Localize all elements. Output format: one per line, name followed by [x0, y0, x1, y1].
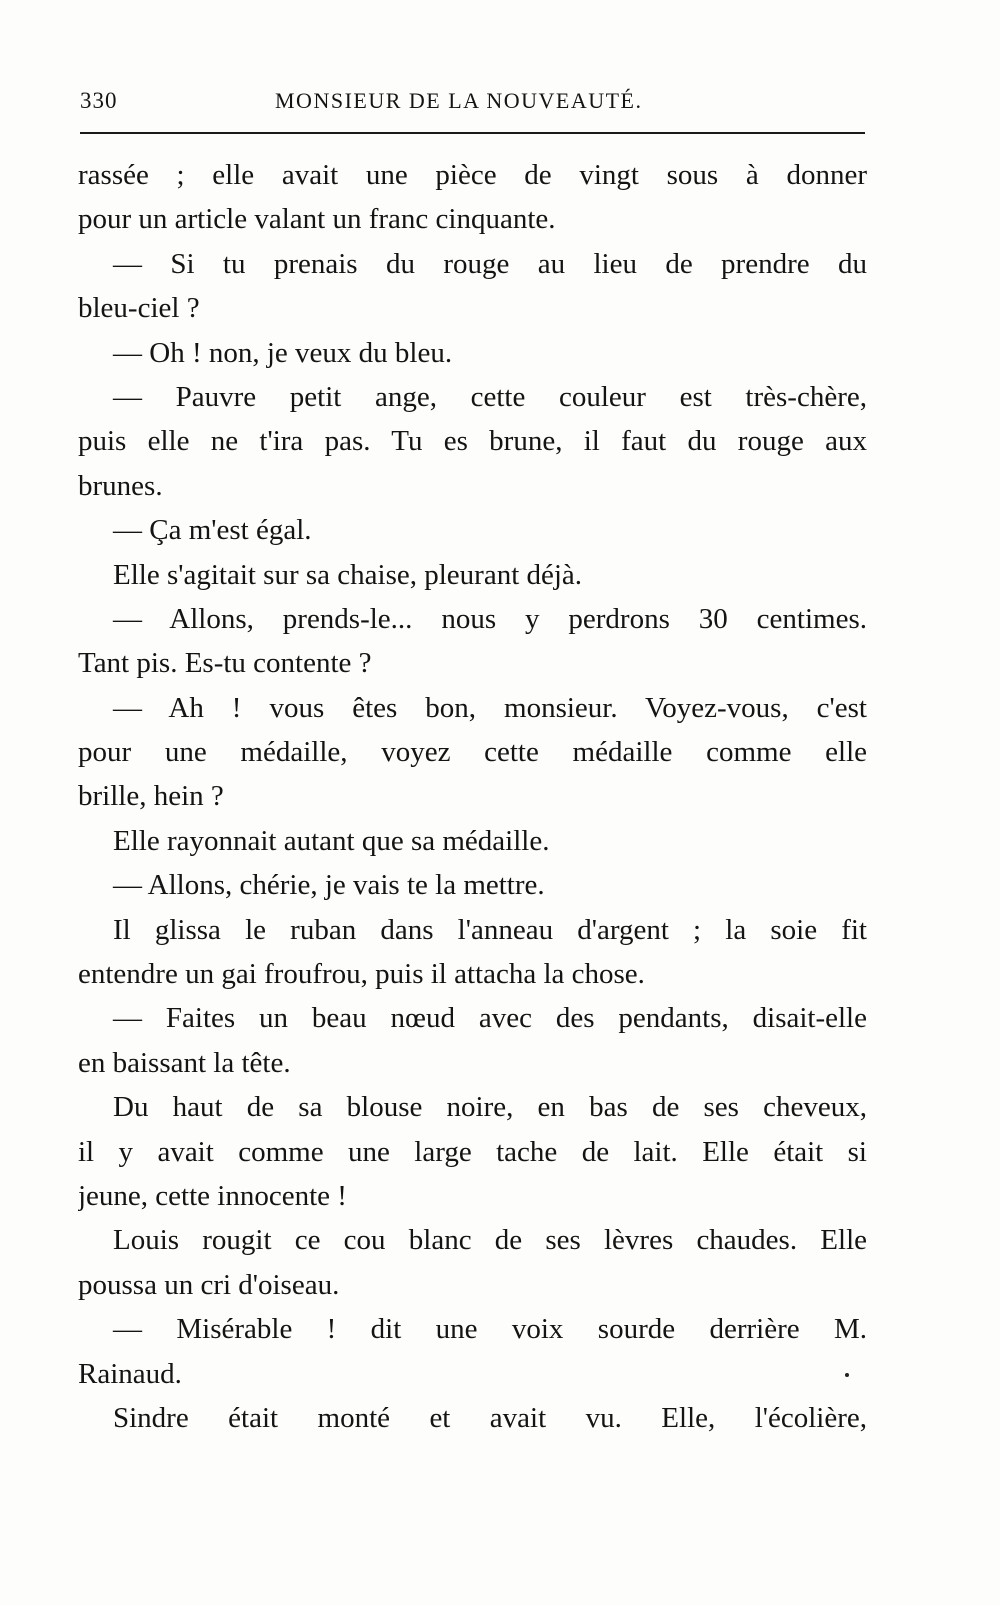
- text-line: — Faites un beau nœud avec des pendants, disait-elle: [113, 1002, 867, 1035]
- text-line: — Allons, chérie, je vais te la mettre.: [113, 869, 545, 902]
- page-number: 330: [80, 88, 118, 113]
- text-line: — Pauvre petit ange, cette couleur est très-chère,: [113, 380, 867, 413]
- text-line: Elle rayonnait autant que sa médaille.: [113, 824, 550, 857]
- text-line: — Misérable ! dit une voix sourde derrière M.: [113, 1313, 867, 1346]
- text-line: Elle s'agitait sur sa chaise, pleurant déjà.: [113, 558, 583, 591]
- text-line: Sindre était monté et avait vu. Elle, l'écolière,: [113, 1401, 867, 1434]
- text-line: — Ah ! vous êtes bon, monsieur. Voyez-vous, c'est: [113, 691, 867, 724]
- text-line: en baissant la tête.: [78, 1046, 291, 1079]
- text-line: bleu-ciel ?: [78, 292, 200, 325]
- text-line: pour une médaille, voyez cette médaille comme elle: [78, 736, 867, 769]
- text-line: entendre un gai froufrou, puis il attacha la chose.: [78, 958, 645, 991]
- print-speck: [845, 1373, 849, 1377]
- text-line: brille, hein ?: [78, 780, 224, 813]
- text-line: il y avait comme une large tache de lait. Elle était si: [78, 1135, 867, 1168]
- text-line: Tant pis. Es-tu contente ?: [78, 647, 372, 680]
- text-line: — Oh ! non, je veux du bleu.: [113, 336, 453, 369]
- text-line: poussa un cri d'oiseau.: [78, 1268, 340, 1301]
- text-line: Il glissa le ruban dans l'anneau d'argent ; la soie fit: [113, 913, 867, 946]
- body-text: [78, 153, 867, 1440]
- text-line: — Si tu prenais du rouge au lieu de prendre du: [113, 247, 867, 280]
- header-rule: [80, 132, 865, 134]
- text-line: — Allons, prends-le... nous y perdrons 30 centimes.: [113, 602, 867, 635]
- text-line: pour un article valant un franc cinquante.: [78, 203, 556, 236]
- text-line: brunes.: [78, 469, 163, 502]
- running-title: MONSIEUR DE LA NOUVEAUTÉ.: [275, 88, 643, 113]
- text-line: puis elle ne t'ira pas. Tu es brune, il faut du rouge aux: [78, 425, 867, 458]
- page-header: [80, 88, 865, 122]
- text-line: Louis rougit ce cou blanc de ses lèvres chaudes. Elle: [113, 1224, 867, 1257]
- text-line: jeune, cette innocente !: [78, 1179, 347, 1212]
- text-line: rassée ; elle avait une pièce de vingt sous à donner: [78, 159, 867, 191]
- text-line: Rainaud.: [78, 1357, 182, 1390]
- text-line: Du haut de sa blouse noire, en bas de ses cheveux,: [113, 1091, 867, 1124]
- text-line: — Ça m'est égal.: [113, 514, 312, 547]
